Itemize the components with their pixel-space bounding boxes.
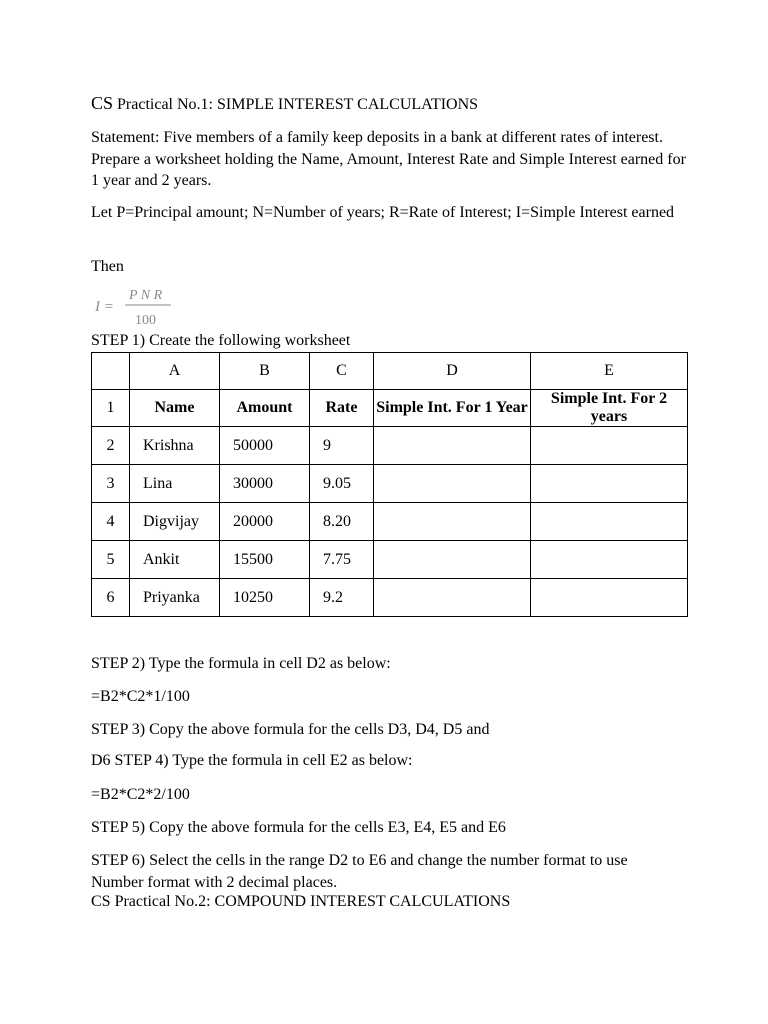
table-row xyxy=(92,503,688,541)
title-prefix: CS xyxy=(91,93,114,113)
formula-lhs: I = xyxy=(95,299,114,315)
next-practical-heading: CS Practical No.2: COMPOUND INTEREST CALCULATIONS xyxy=(91,893,511,910)
worksheet-table xyxy=(91,352,688,617)
column-letter: E xyxy=(531,353,688,390)
column-letter: B xyxy=(220,353,310,390)
row-number: 2 xyxy=(92,427,130,465)
corner-cell xyxy=(92,353,130,390)
interest-2yr-cell xyxy=(531,541,688,579)
column-letter-row xyxy=(92,353,688,390)
column-letter: D xyxy=(374,353,531,390)
rate-cell: 9 xyxy=(310,427,374,465)
column-letter: A xyxy=(130,353,220,390)
interest-1yr-cell xyxy=(374,427,531,465)
amount-cell: 50000 xyxy=(220,427,310,465)
name-cell: Lina xyxy=(130,465,220,503)
formula-e2: =B2*C2*2/100 xyxy=(91,786,190,803)
amount-cell: 10250 xyxy=(220,579,310,617)
field-header: Simple Int. For 2 years xyxy=(531,390,688,427)
amount-cell: 20000 xyxy=(220,503,310,541)
interest-2yr-cell xyxy=(531,427,688,465)
field-header: Rate xyxy=(310,390,374,427)
step-4: D6 STEP 4) Type the formula in cell E2 as below: xyxy=(91,752,413,769)
statement-paragraph: Statement: Five members of a family keep deposits in a bank at different rates of interest. Prepare a worksheet holding the Name, Amount, Interest Rate and Simple Interest earned for 1 year and 2 years. xyxy=(91,129,686,189)
row-number: 5 xyxy=(92,541,130,579)
interest-1yr-cell xyxy=(374,579,531,617)
name-cell: Priyanka xyxy=(130,579,220,617)
interest-1yr-cell xyxy=(374,541,531,579)
title-text: Practical No.1: SIMPLE INTEREST CALCULATIONS xyxy=(113,96,479,113)
name-cell: Ankit xyxy=(130,541,220,579)
row-number: 1 xyxy=(92,390,130,427)
formula-numerator: P N R xyxy=(129,288,163,303)
variables-definition: Let P=Principal amount; N=Number of years; R=Rate of Interest; I=Simple Interest earned xyxy=(91,204,675,221)
field-header-row xyxy=(92,390,688,427)
name-cell: Digvijay xyxy=(130,503,220,541)
step-6: STEP 6) Select the cells in the range D2 to E6 and change the number format to use Number format with 2 decimal places. xyxy=(91,852,628,891)
interest-2yr-cell xyxy=(531,503,688,541)
table-row xyxy=(92,465,688,503)
rate-cell: 9.05 xyxy=(310,465,374,503)
step-2: STEP 2) Type the formula in cell D2 as below: xyxy=(91,655,391,672)
step-3: STEP 3) Copy the above formula for the cells D3, D4, D5 and xyxy=(91,721,490,738)
then-label: Then xyxy=(91,258,124,275)
field-header: Simple Int. For 1 Year xyxy=(374,390,531,427)
row-number: 3 xyxy=(92,465,130,503)
interest-1yr-cell xyxy=(374,465,531,503)
column-letter: C xyxy=(310,353,374,390)
formula-d2: =B2*C2*1/100 xyxy=(91,688,190,705)
table-row xyxy=(92,579,688,617)
amount-cell: 15500 xyxy=(220,541,310,579)
formula-denominator: 100 xyxy=(135,313,156,328)
interest-2yr-cell xyxy=(531,465,688,503)
field-header: Amount xyxy=(220,390,310,427)
field-header: Name xyxy=(130,390,220,427)
step-5: STEP 5) Copy the above formula for the cells E3, E4, E5 and E6 xyxy=(91,819,506,836)
row-number: 4 xyxy=(92,503,130,541)
table-row xyxy=(92,427,688,465)
simple-interest-formula xyxy=(93,286,183,328)
step-1: STEP 1) Create the following worksheet xyxy=(91,332,351,349)
interest-2yr-cell xyxy=(531,579,688,617)
rate-cell: 9.2 xyxy=(310,579,374,617)
page-title xyxy=(91,92,478,116)
amount-cell: 30000 xyxy=(220,465,310,503)
row-number: 6 xyxy=(92,579,130,617)
name-cell: Krishna xyxy=(130,427,220,465)
rate-cell: 7.75 xyxy=(310,541,374,579)
table-row xyxy=(92,541,688,579)
rate-cell: 8.20 xyxy=(310,503,374,541)
interest-1yr-cell xyxy=(374,503,531,541)
